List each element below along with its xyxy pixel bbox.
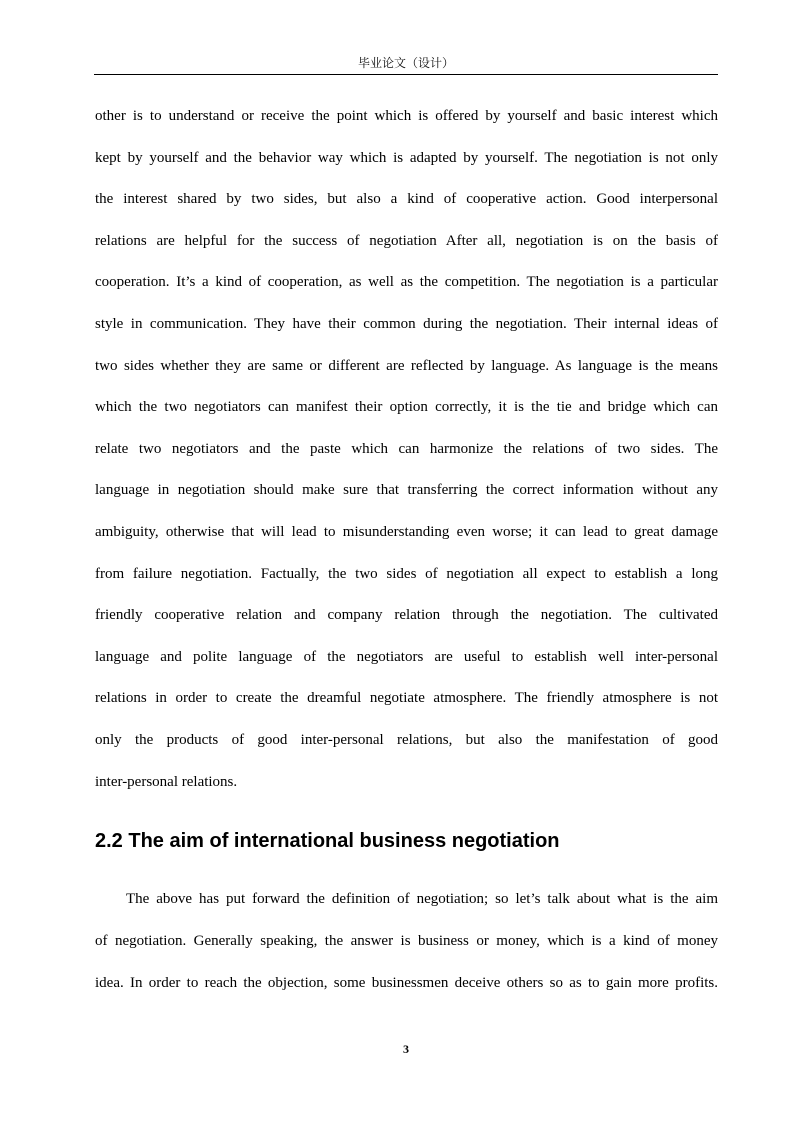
page-number: 3 bbox=[403, 1042, 409, 1056]
text-line: relations in order to create the dreamful negotiate atmosphere. The friendly atmosphere is not bbox=[95, 690, 718, 706]
text-line: two sides whether they are same or different are reflected by language. As language is the means bbox=[95, 358, 718, 374]
text-line: The above has put forward the definition of negotiation; so let’s talk about what is the aim bbox=[126, 891, 718, 907]
text-line: of negotiation. Generally speaking, the answer is business or money, which is a kind of money bbox=[95, 933, 718, 949]
text-line: other is to understand or receive the point which is offered by yourself and basic interest which bbox=[95, 108, 718, 124]
page-header-title: 毕业论文（设计） bbox=[357, 56, 454, 70]
header-divider bbox=[94, 74, 718, 75]
text-line: kept by yourself and the behavior way which is adapted by yourself. The negotiation is not only bbox=[95, 150, 718, 166]
text-line: from failure negotiation. Factually, the two sides of negotiation all expect to establish a long bbox=[95, 566, 718, 582]
text-line: cooperation. It’s a kind of cooperation, as well as the competition. The negotiation is a particular bbox=[95, 274, 718, 290]
text-line: idea. In order to reach the objection, some businessmen deceive others so as to gain more profits. bbox=[95, 975, 718, 991]
text-line: style in communication. They have their common during the negotiation. Their internal ideas of bbox=[95, 316, 718, 332]
text-line: ambiguity, otherwise that will lead to misunderstanding even worse; it can lead to great damage bbox=[95, 524, 718, 540]
text-line: language and polite language of the negotiators are useful to establish well inter-personal bbox=[95, 649, 718, 665]
text-line: language in negotiation should make sure that transferring the correct information without any bbox=[95, 482, 718, 498]
text-line: friendly cooperative relation and company relation through the negotiation. The cultivated bbox=[95, 607, 718, 623]
text-line: inter-personal relations. bbox=[95, 774, 238, 790]
section-heading: 2.2 The aim of international business negotiation bbox=[95, 830, 560, 852]
text-line: which the two negotiators can manifest their option correctly, it is the tie and bridge which can bbox=[95, 399, 718, 415]
text-line: only the products of good inter-personal relations, but also the manifestation of good bbox=[95, 732, 718, 748]
text-line: relations are helpful for the success of negotiation After all, negotiation is on the basis of bbox=[95, 233, 718, 249]
text-line: the interest shared by two sides, but also a kind of cooperative action. Good interpersonal bbox=[95, 191, 718, 207]
text-line: relate two negotiators and the paste which can harmonize the relations of two sides. The bbox=[95, 441, 718, 457]
